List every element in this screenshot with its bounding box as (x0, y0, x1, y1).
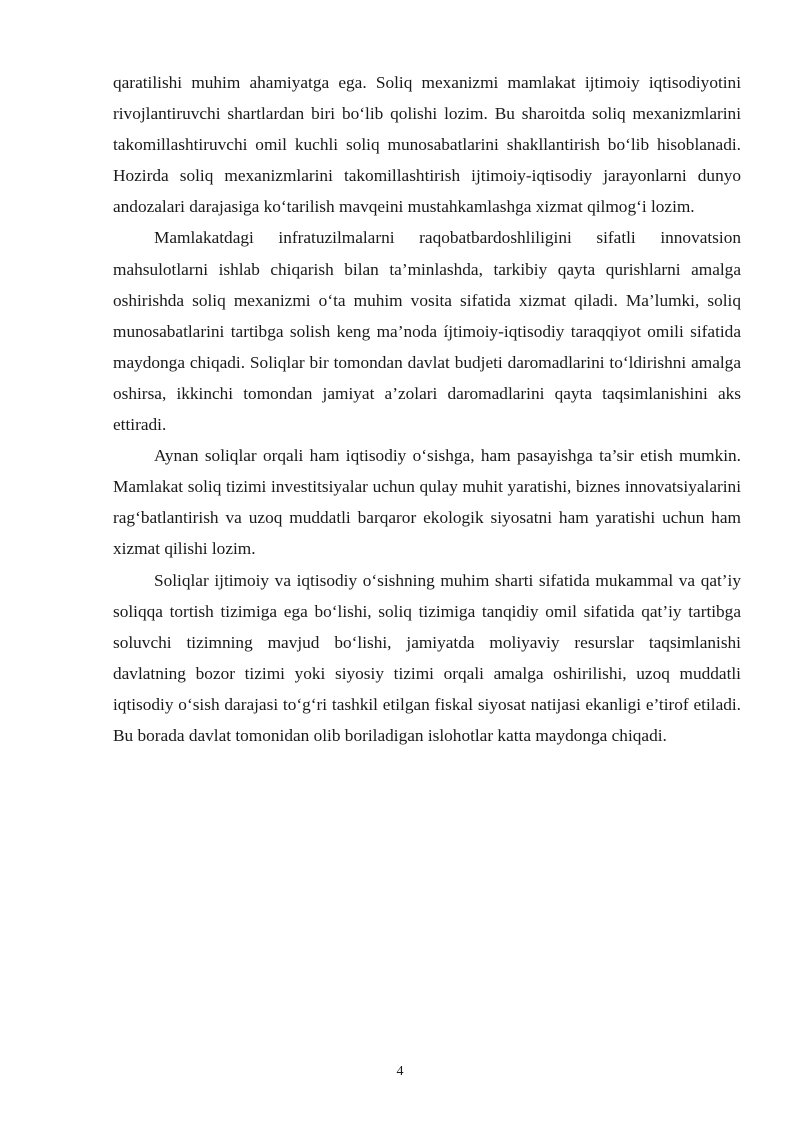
paragraph-growth: Aynan soliqlar orqali ham iqtisodiy o‘sishga, ham pasayishga ta’sir etish mumkin. Mamlakat soliq tizimi investitsiyalar uchun qulay muhit yaratishi, biznes innovatsiyalarini rag‘batlantirish va uzoq muddatli barqaror ekologik siyosatni ham yaratishi uchun ham xizmat qilishi lozim. (113, 446, 741, 559)
paragraph-infrastructure: Mamlakatdagi infratuzilmalarni raqobatbardoshliligini sifatli innovatsion mahsulotlarni ishlab chiqarish bilan ta’minlashda, tarkibiy qayta qurishlarni amalga oshirishda soliq mexanizmi o‘ta muhim vosita sifatida xizmat qiladi. Ma’lumki, soliq munosabatlarini tartibga solish keng ma’noda íjtimoiy-iqtisodiy taraqqiyot omili sifatida maydonga chiqadi. Soliqlar bir tomondan davlat budjeti daromadlarini to‘ldirishni amalga oshirsa, ikkinchi tomondan jamiyat a’zolari daromadlarini qayta taqsimlanishini aks ettiradi. (113, 228, 741, 435)
body-text (113, 67, 741, 751)
page-number: 4 (396, 1064, 404, 1079)
paragraph-continuation: qaratilishi muhim ahamiyatga ega. Soliq mexanizmi mamlakat ijtimoiy iqtisodiyotini rivojlantiruvchi shartlardan biri bo‘lib qolishi lozim. Bu sharoitda soliq mexanizmlarini takomillashtiruvchi omil kuchli soliq munosabatlarini shakllantirish bo‘lib hisoblanadi. Hozirda soliq mexanizmlarini takomillashtirish ijtimoiy-iqtisodiy jarayonlarni dunyo andozalari darajasiga ko‘tarilish mavqeini mustahkamlashga xizmat qilmog‘i lozim. (113, 73, 741, 217)
paragraph-tax-system: Soliqlar ijtimoiy va iqtisodiy o‘sishning muhim sharti sifatida mukammal va qat’iy soliqqa tortish tizimiga ega bo‘lishi, soliq tizimiga tanqidiy omil sifatida qat’iy tartibga soluvchi tizimning mavjud bo‘lishi, jamiyatda moliyaviy resurslar taqsimlanishi davlatning bozor tizimi yoki siyosiy tizimi orqali amalga oshirilishi, uzoq muddatli iqtisodiy o‘sish darajasi to‘g‘ri tashkil etilgan fiskal siyosat natijasi ekanligi e’tirof etiladi. Bu borada davlat tomonidan olib boriladigan islohotlar katta maydonga chiqadi. (113, 570, 741, 745)
